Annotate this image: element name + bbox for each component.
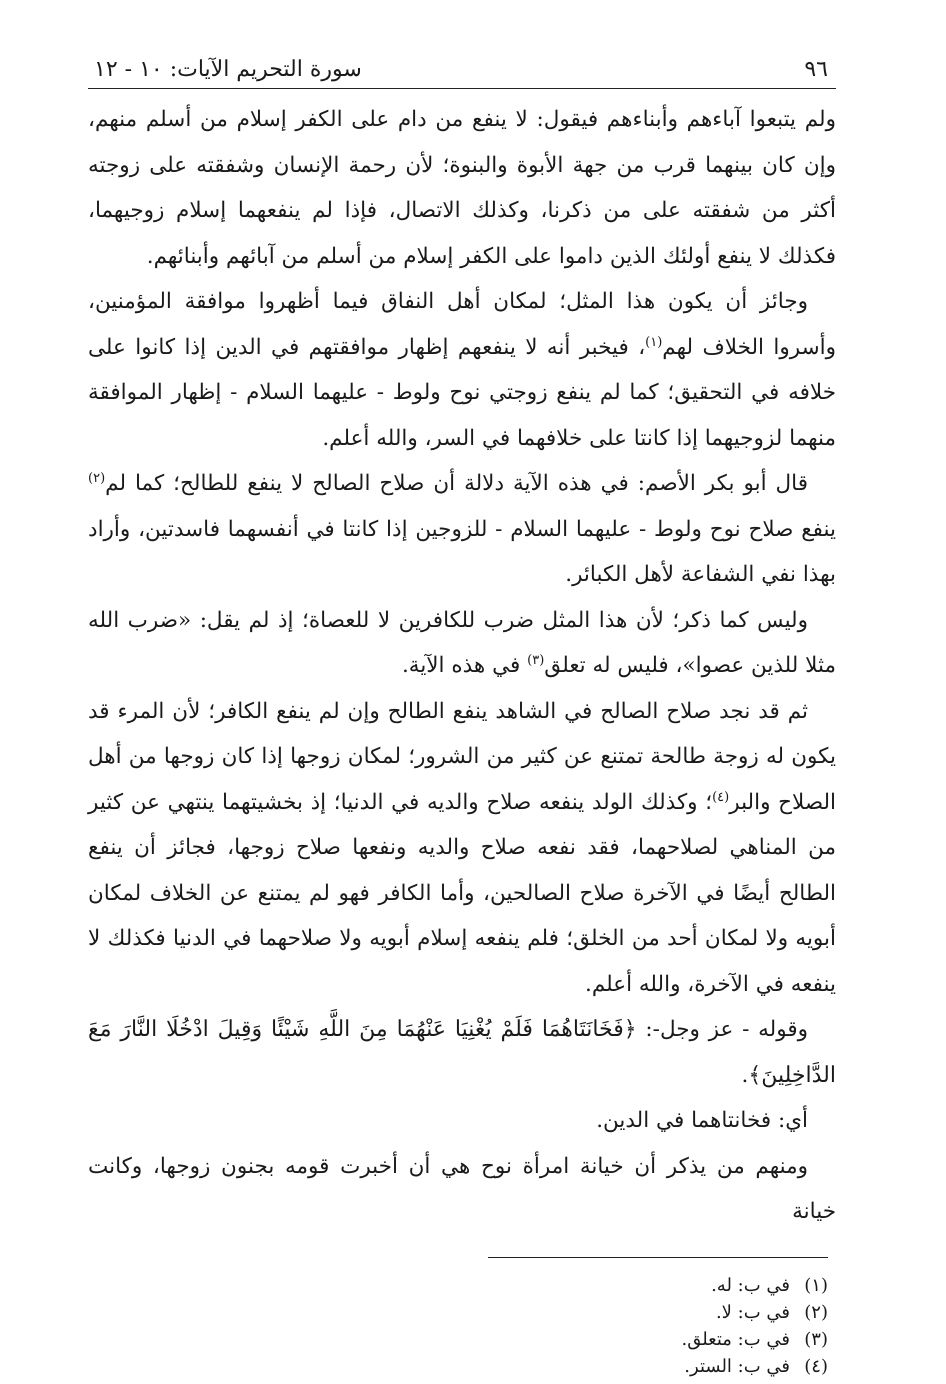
footnote-ref-2: (٢) <box>88 470 106 486</box>
footnote-1 <box>88 1272 828 1299</box>
paragraph-6 <box>88 1007 836 1098</box>
footnote-text: في ب: له. <box>711 1274 790 1296</box>
paragraph-3 <box>88 461 836 598</box>
paragraph-4 <box>88 598 836 689</box>
footnote-text: في ب: الستر. <box>684 1355 790 1377</box>
page-number: ٩٦ <box>804 57 828 82</box>
footnote-text: في ب: لا. <box>715 1301 790 1323</box>
footnote-3 <box>88 1326 828 1353</box>
paragraph-5-part-b: ؛ وكذلك الولد ينفعه صلاح والديه في الدنيا؛ إذ بخشيتهما ينتهي عن كثير من المناهي لصلاحهما، فقد نفعه صلاح والديه ونفعها صلاح زوجها، فجائز أن ينفع الطالح أيضًا في الآخرة صلاح الصالحين، وأما الكافر فهو لم يمتنع عن الخلاف لمكان أبويه ولا لمكان أحد من الخلق؛ فلم ينفعه إسلام أبويه ولا صلاحهما في الدنيا فكذلك لا ينفعه في الآخرة، والله أعلم. <box>88 789 836 997</box>
paragraph-5 <box>88 689 836 1008</box>
paragraph-5-part-a: ثم قد نجد صلاح الصالح في الشاهد ينفع الطالح وإن لم ينفع الكافر؛ لأن المرء قد يكون له زوجة طالحة تمتنع عن كثير من الشرور؛ لمكان زوجها إذا كان زوجها من أهل الصلاح والبر <box>88 698 836 815</box>
footnote-4 <box>88 1353 828 1380</box>
paragraph-6-end: . <box>741 1062 749 1088</box>
paragraph-6-intro: وقوله - عز وجل-: <box>636 1017 808 1042</box>
footnote-number: (٤) <box>804 1355 828 1377</box>
paragraph-4-part-b: في هذه الآية. <box>401 653 528 678</box>
paragraph-3-part-b: ينفع صلاح نوح ولوط - عليهما السلام - للزوجين إذا كانتا في أنفسهما فاسدتين، وأراد بهذا نفي الشفاعة لأهل الكبائر. <box>88 516 836 587</box>
footnote-text: في ب: متعلق. <box>681 1328 790 1350</box>
paragraph-8: ومنهم من يذكر أن خيانة امرأة نوح هي أن أخبرت قومه بجنون زوجها، وكانت خيانة <box>88 1153 836 1224</box>
footnote-ref-1: (١) <box>645 334 663 350</box>
footnote-ref-3: (٣) <box>527 652 545 668</box>
footnote-number: (٢) <box>804 1301 828 1323</box>
running-header <box>88 52 836 89</box>
paragraph-2-part-b: ، فيخبر أنه لا ينفعهم إظهار موافقتهم في الدين إذا كانوا على خلافه في التحقيق؛ كما لم ينفع زوجتي نوح ولوط - عليهما السلام - إظهار الموافقة منهما لزوجيهما إذا كانتا على خلافهما في السر، والله أعلم. <box>88 334 836 451</box>
body-text <box>88 97 836 1235</box>
footnote-2 <box>88 1299 828 1326</box>
paragraph-3-part-a: قال أبو بكر الأصم: في هذه الآية دلالة أن صلاح الصالح لا ينفع للطالح؛ كما لم <box>105 471 808 496</box>
quran-verse: ﴿فَخَانَتَاهُمَا فَلَمْ يُغْنِيَا عَنْهُمَا مِنَ اللَّهِ شَيْئًا وَقِيلَ ادْخُلَا النَّارَ مَعَ الدَّاخِلِينَ﴾ <box>88 1017 836 1088</box>
footnote-number: (١) <box>804 1274 828 1296</box>
footnotes <box>88 1272 828 1380</box>
paragraph-2 <box>88 279 836 461</box>
paragraph-1: ولم يتبعوا آباءهم وأبناءهم فيقول: لا ينفع من دام على الكفر إسلام من أسلم منهم، وإن كان بينهما قرب من جهة الأبوة والبنوة؛ لأن رحمة الإنسان وشفقته على زوجته أكثر من شفقته على من ذكرنا، وكذلك الاتصال، فإذا لم ينفعهما إسلام زوجيهما، فكذلك لا ينفع أولئك الذين داموا على الكفر إسلام من أسلم من آبائهم وأبنائهم. <box>88 107 836 269</box>
footnote-ref-4: (٤) <box>712 789 730 805</box>
chapter-title: سورة التحريم الآيات: ١٠ - ١٢ <box>94 57 362 82</box>
paragraph-7: أي: فخانتاهما في الدين. <box>596 1108 808 1133</box>
footnote-number: (٣) <box>804 1328 828 1350</box>
paragraph-2-part-a: وجائز أن يكون هذا المثل؛ لمكان أهل النفاق فيما أظهروا موافقة المؤمنين، وأسروا الخلاف لهم <box>88 289 837 360</box>
paragraph-4-part-a: وليس كما ذكر؛ لأن هذا المثل ضرب للكافرين لا للعصاة؛ إذ لم يقل: «ضرب الله مثلا للذين عصوا»، فليس له تعلق <box>88 607 836 678</box>
book-page <box>88 52 836 1380</box>
footnote-divider <box>488 1257 828 1258</box>
